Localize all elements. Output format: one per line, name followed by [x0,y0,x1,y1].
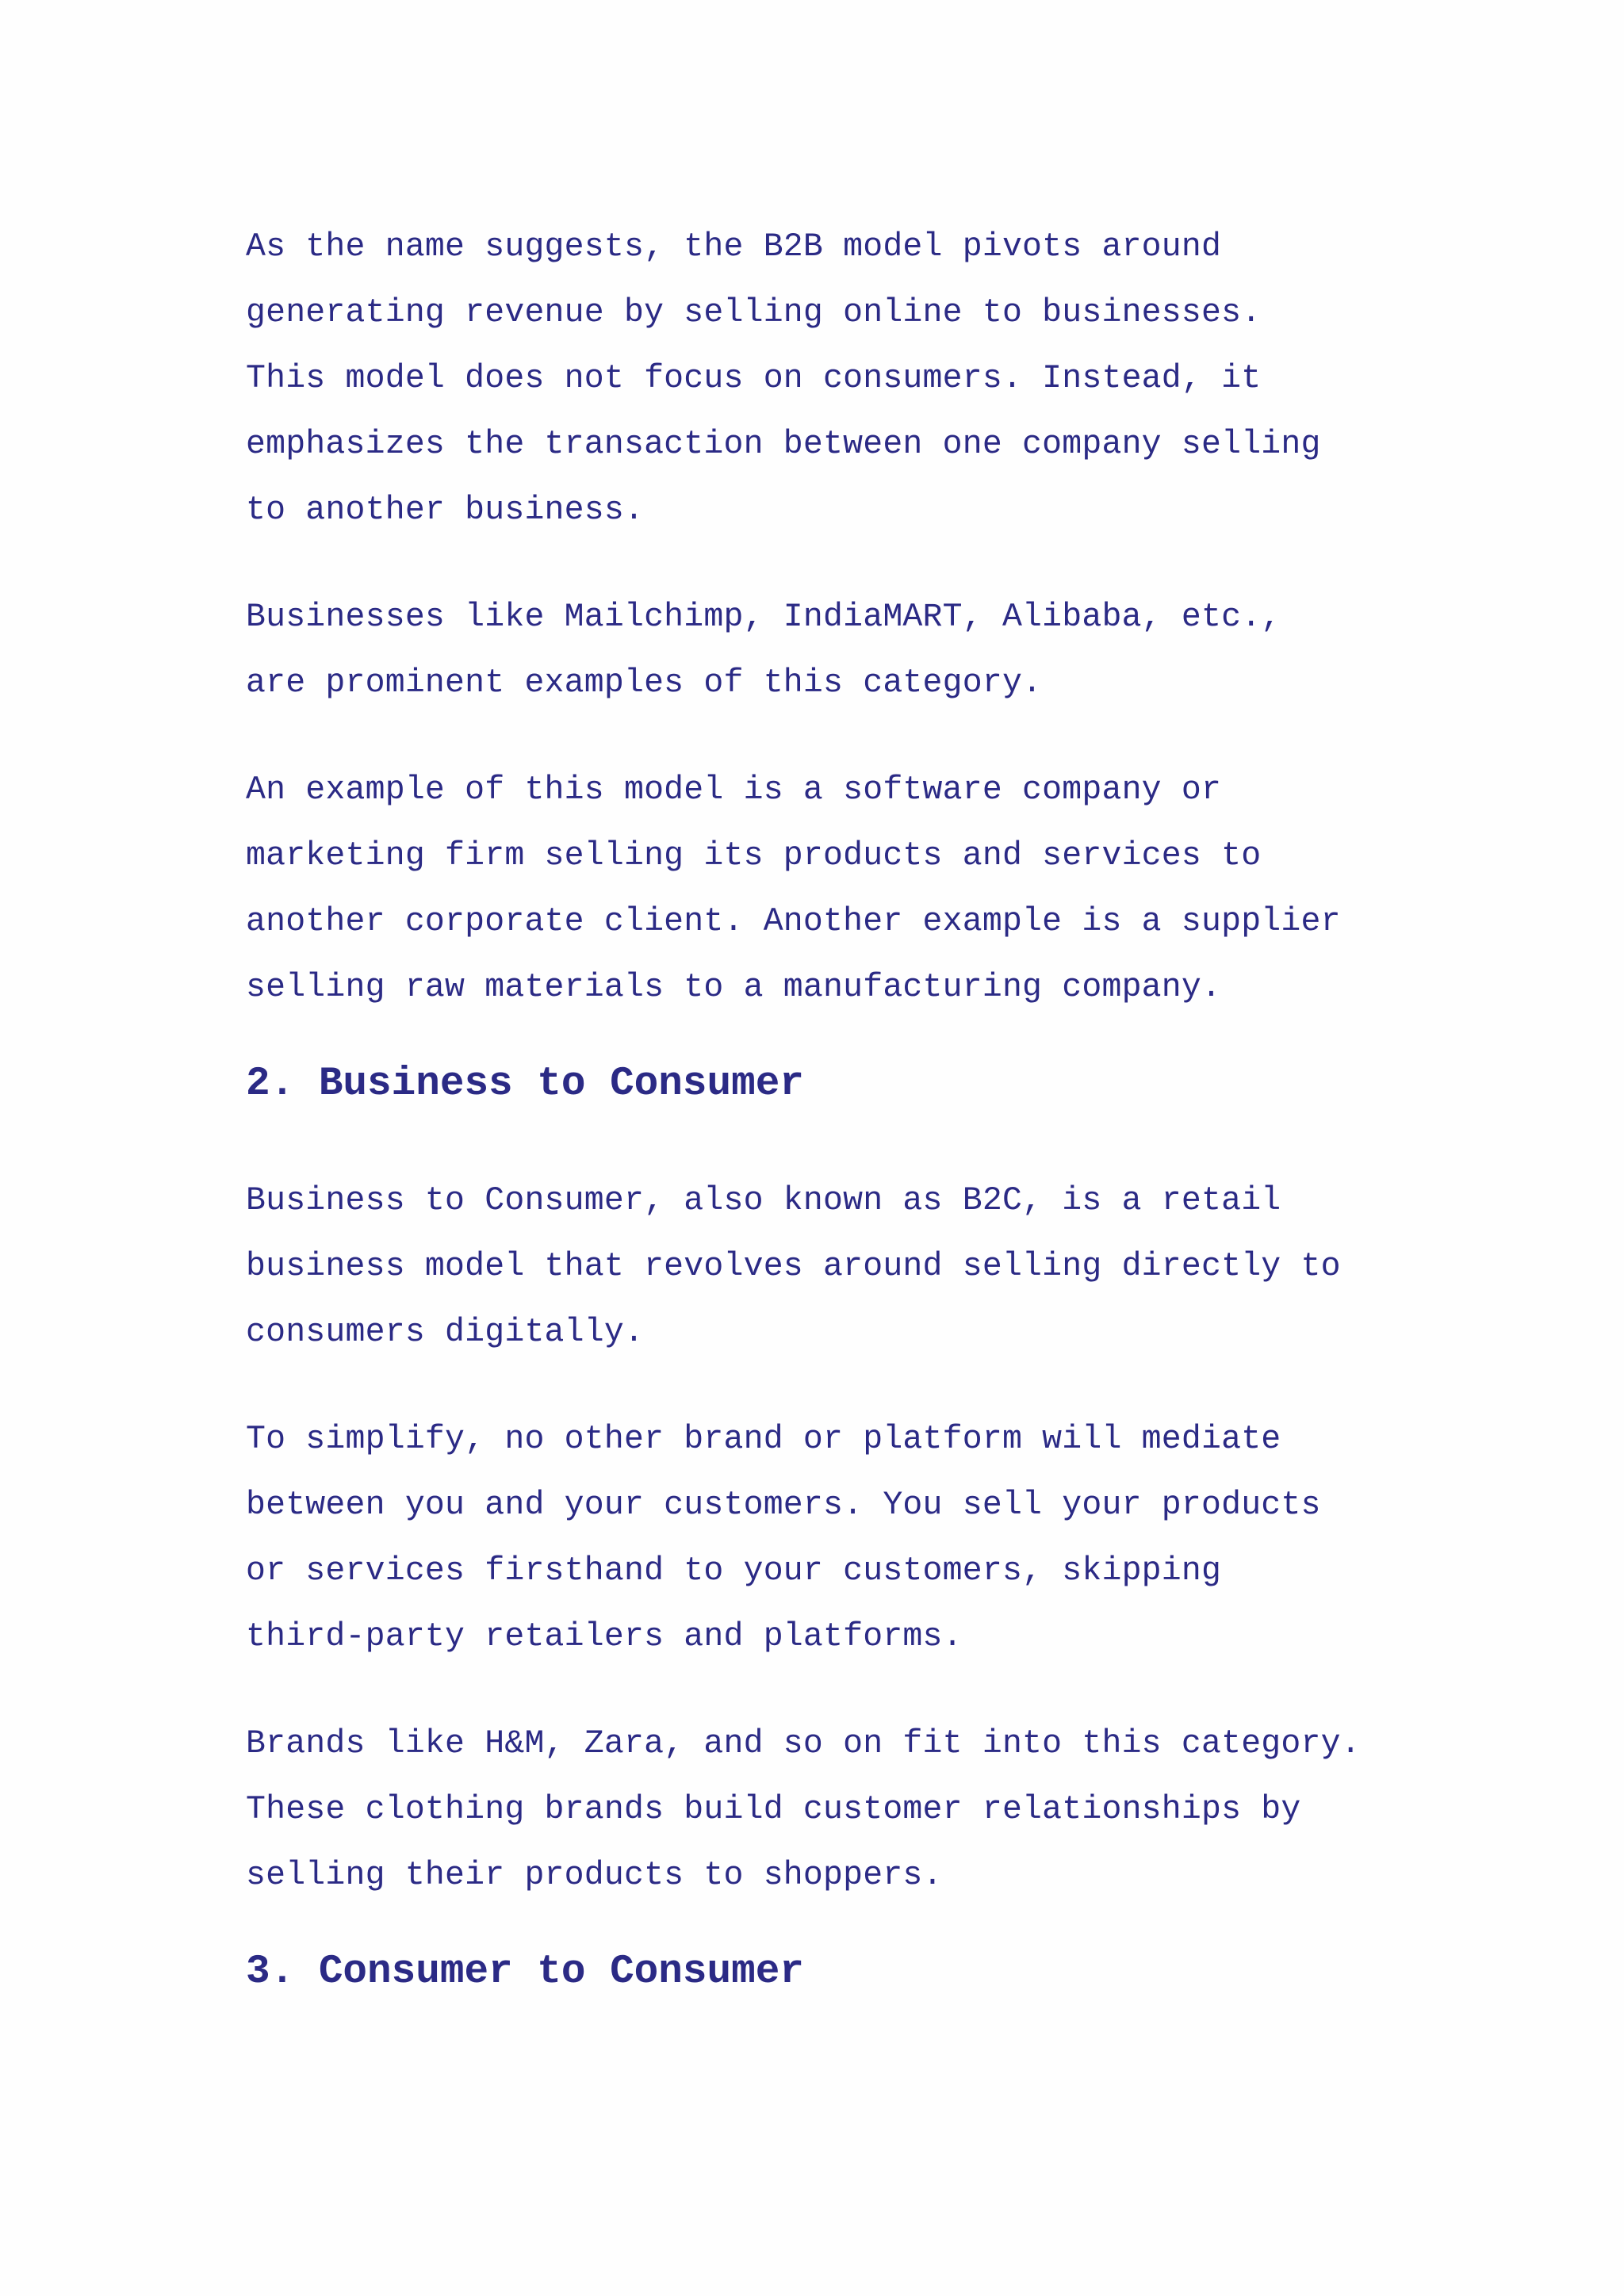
section-heading-b2c: 2. Business to Consumer [246,1062,804,1107]
text-line: Brands like H&M, Zara, and so on fit into this category. [246,1725,1361,1762]
paragraph-b2c-definition [246,1168,1435,1365]
text-line: marketing firm selling its products and services to [246,837,1262,874]
text-line: generating revenue by selling online to businesses. [246,294,1262,331]
text-line: consumers digitally. [246,1314,645,1351]
text-line: To simplify, no other brand or platform will mediate [246,1421,1281,1458]
text-line: As the name suggests, the B2B model pivots around [246,228,1222,266]
paragraph-b2b-examples [246,584,1435,716]
text-line: to another business. [246,492,645,529]
section-heading-c2c: 3. Consumer to Consumer [246,1950,804,1995]
text-line: Businesses like Mailchimp, IndiaMART, Alibaba, etc., [246,599,1281,636]
text-line: This model does not focus on consumers. Instead, it [246,360,1262,397]
text-line: another corporate client. Another example is a supplier [246,903,1341,940]
text-line: An example of this model is a software company or [246,771,1222,809]
paragraph-b2c-simplify [246,1406,1435,1670]
document-content [246,214,1435,2000]
text-line: These clothing brands build customer relationships by [246,1791,1301,1828]
text-line: business model that revolves around selling directly to [246,1248,1341,1285]
text-line: selling raw materials to a manufacturing company. [246,969,1222,1006]
text-line: third-party retailers and platforms. [246,1618,963,1655]
text-line: between you and your customers. You sell your products [246,1487,1321,1524]
text-line: or services firsthand to your customers, skipping [246,1552,1222,1590]
paragraph-b2c-brands [246,1711,1435,1908]
text-line: selling their products to shoppers. [246,1857,943,1894]
text-line: Business to Consumer, also known as B2C, is a retail [246,1182,1281,1219]
paragraph-b2b-example-detail [246,757,1435,1020]
paragraph-b2b-definition [246,214,1435,543]
text-line: emphasizes the transaction between one company selling [246,426,1321,463]
text-line: are prominent examples of this category. [246,664,1043,702]
